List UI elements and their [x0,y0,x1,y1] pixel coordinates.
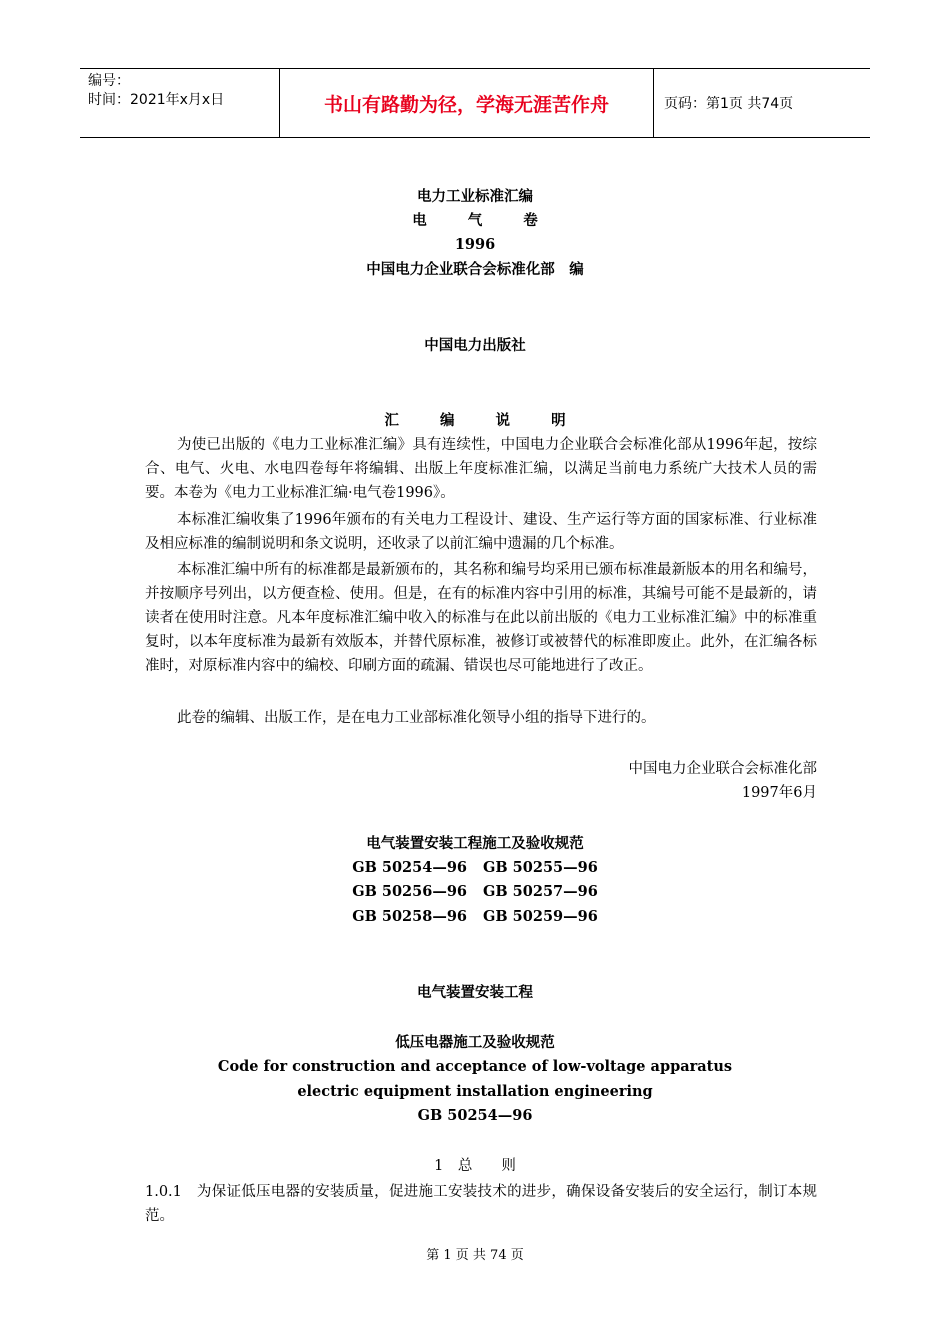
series-title: 电力工业标准汇编 [417,188,533,205]
motto: 书山有路勤为径，学海无涯苦作舟 [280,69,654,137]
clause-1-0-1: 1.0.1 为保证低压电器的安装质量，促进施工安装技术的进步，确保设备安装后的安全运行，制订本规范。 [145,1184,817,1224]
code-label: 编号： [88,73,130,89]
standards-codes-row-3 [0,905,950,929]
preface-paragraph-3: 本标准汇编中所有的标准都是最新颁布的，其名称和编号均采用已颁布标准最新版本的用名和编号，并按顺序号列出，以方便查检、使用。但是，在有的标准内容中引用的标准，其编号可能不是最新的，请读者在使用时注意。凡本年度标准汇编中收入的标准与在此以前出版的《电力工业标准汇编》中的标准重复时，以本年度标准为最新有效版本，并替代原标准，被修订或被替代的标准即废止。此外，在汇编各标准时，对原标准内容中的编校、印刷方面的疏漏、错误也尽可能地进行了改正。 [145,562,817,674]
signature-org: 中国电力企业联合会标准化部 [628,761,817,777]
section-heading: 电气装置安装工程 [417,984,533,1001]
standard-code: GB 50259—96 [483,908,598,925]
header-meta [80,69,280,137]
preface-paragraph-4: 此卷的编辑、出版工作，是在电力工业部标准化领导小组的指导下进行的。 [177,710,656,726]
english-title-line-1: Code for construction and acceptance of low-voltage apparatus [217,1058,733,1075]
chapter-heading: 1 总 则 [434,1158,516,1174]
standards-codes-row-2 [0,880,950,904]
standard-code: GB 50254—96 [352,859,467,876]
publisher: 中国电力出版社 [424,337,526,354]
section-subtitle: 低压电器施工及验收规范 [395,1034,555,1051]
preface-paragraph-2: 本标准汇编收集了1996年颁布的有关电力工程设计、建设、生产运行等方面的国家标准、行业标准及相应标准的编制说明和条文说明，还收录了以前汇编中遗漏的几个标准。 [145,512,817,552]
section-code: GB 50254—96 [417,1107,533,1124]
standard-code: GB 50255—96 [483,859,598,876]
volume-title: 电 气 卷 [412,212,556,229]
editor-line: 中国电力企业联合会标准化部 编 [366,261,584,278]
time-label: 时间：2021年x月x日 [88,92,225,108]
volume-year: 1996 [454,236,496,253]
page-footer: 第 1 页 共 74 页 [426,1248,524,1263]
preface-paragraph-1: 为使已出版的《电力工业标准汇编》具有连续性，中国电力企业联合会标准化部从1996年起，按综合、电气、火电、水电四卷每年将编辑、出版上年度标准汇编，以满足当前电力系统广大技术人员的需要。本卷为《电力工业标准汇编·电气卷1996》。 [145,437,817,501]
preface-title: 汇 编 说 明 [384,412,584,429]
standard-code: GB 50258—96 [352,908,467,925]
standard-code: GB 50256—96 [352,883,467,900]
english-title-line-2: electric equipment installation engineering [297,1083,653,1100]
header-table [80,68,870,138]
standard-code: GB 50257—96 [483,883,598,900]
page-info: 页码：第1页 共74页 [664,96,794,112]
standards-title: 电气装置安装工程施工及验收规范 [366,835,584,852]
standards-codes-row-1 [0,856,950,880]
signature-date: 1997年6月 [741,785,817,801]
